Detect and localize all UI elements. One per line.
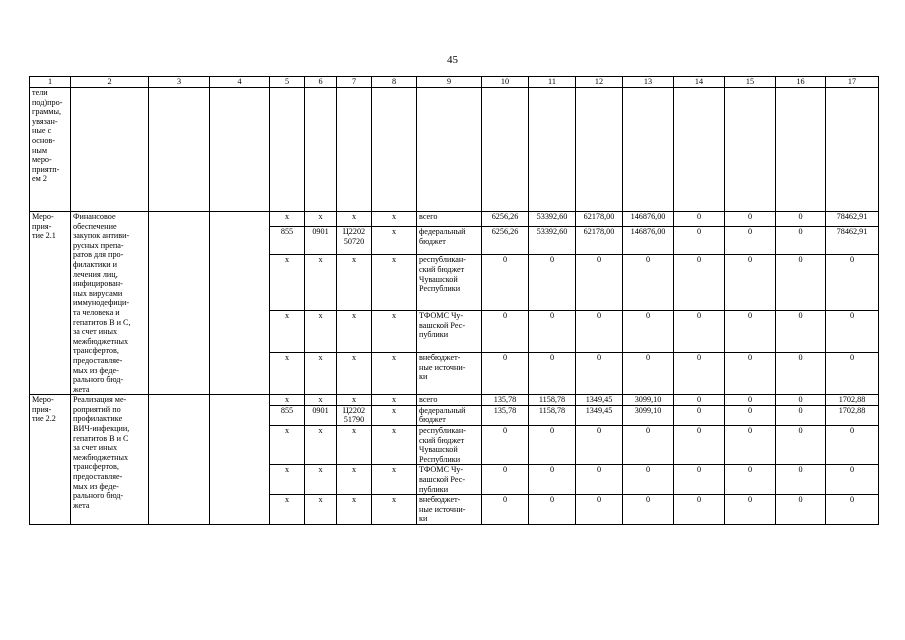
- text-line: иммунодефици-: [73, 298, 130, 308]
- text-line: всего: [419, 395, 438, 405]
- text-line: Реализация ме-: [73, 395, 127, 405]
- amount-cell: 135,78: [482, 395, 529, 406]
- text-line: Республики: [419, 284, 461, 294]
- text-line: федеральный: [419, 226, 466, 236]
- empty-cell: [210, 212, 270, 395]
- amount-cell: 0: [776, 226, 826, 255]
- section-code-cell: x: [305, 311, 337, 353]
- amount-cell: 0: [674, 426, 725, 465]
- amount-cell: 62178,00: [576, 212, 623, 227]
- column-number-row: [30, 77, 879, 88]
- amount-cell: 0: [725, 395, 776, 406]
- text-line: тие 2.1: [32, 231, 56, 241]
- amount-cell: 0: [576, 465, 623, 495]
- section-code-cell: x: [305, 465, 337, 495]
- amount-cell: 1349,45: [576, 395, 623, 406]
- empty-cell: [826, 88, 879, 212]
- amount-cell: 0: [529, 353, 576, 395]
- amount-cell: 6256,26: [482, 212, 529, 227]
- empty-cell: [270, 88, 305, 212]
- empty-cell: [337, 88, 372, 212]
- text-line: 50720: [343, 236, 365, 246]
- text-line: прия-: [32, 404, 52, 414]
- amount-cell: 0: [725, 405, 776, 425]
- text-line: гепатитов В и С: [73, 433, 129, 443]
- amount-cell: 0: [674, 465, 725, 495]
- gov-code-cell: x: [270, 353, 305, 395]
- section-code-cell: x: [305, 495, 337, 525]
- measure-code-cell: [30, 395, 71, 525]
- text-line: ТФОМС Чу-: [419, 465, 464, 475]
- target-code-cell: [337, 255, 372, 311]
- empty-cell: [149, 212, 210, 395]
- expense-type-cell: x: [372, 395, 417, 406]
- col-header: 17: [826, 77, 879, 88]
- amount-cell: 3099,10: [623, 405, 674, 425]
- text-line: республикан-: [419, 255, 466, 265]
- empty-cell: [305, 88, 337, 212]
- text-line: x: [351, 426, 357, 436]
- col-header: 4: [210, 77, 270, 88]
- col-header: 9: [417, 77, 482, 88]
- text-line: меро-: [32, 155, 52, 165]
- empty-cell: [623, 88, 674, 212]
- empty-cell: [210, 88, 270, 212]
- text-line: Меро-: [32, 212, 54, 221]
- amount-cell: 0: [529, 426, 576, 465]
- target-code-cell: [337, 405, 372, 425]
- amount-cell: 0: [482, 255, 529, 311]
- empty-cell: [149, 395, 210, 525]
- text-line: вашской Рес-: [419, 475, 466, 485]
- text-line: ский бюджет: [419, 435, 465, 445]
- empty-cell: [725, 88, 776, 212]
- text-line: Республики: [419, 454, 461, 464]
- text-line: бюджет: [419, 236, 446, 246]
- gov-code-cell: x: [270, 426, 305, 465]
- gov-code-cell: x: [270, 255, 305, 311]
- amount-cell: 0: [776, 465, 826, 495]
- col-header: 3: [149, 77, 210, 88]
- amount-cell: 0: [674, 212, 725, 227]
- text-line: публики: [419, 330, 449, 340]
- amount-cell: 0: [576, 426, 623, 465]
- measure-code-cell: [30, 212, 71, 395]
- text-line: ные с: [32, 126, 52, 136]
- text-line: межбюджетных: [73, 336, 129, 346]
- text-line: ные источни-: [419, 362, 466, 372]
- text-line: мых из феде-: [73, 481, 119, 491]
- measure-name-cell: [71, 395, 149, 525]
- table-row: [30, 395, 879, 406]
- text-line: Финансовое: [73, 212, 116, 221]
- amount-cell: 0: [576, 255, 623, 311]
- target-code-cell: [337, 465, 372, 495]
- text-line: бюджет: [419, 415, 446, 425]
- amount-cell: 0: [725, 255, 776, 311]
- amount-cell: 0: [529, 255, 576, 311]
- text-line: увязан-: [32, 116, 58, 126]
- amount-cell: 0: [674, 495, 725, 525]
- amount-cell: 146876,00: [623, 226, 674, 255]
- target-code-cell: [337, 495, 372, 525]
- funding-source-cell: [417, 495, 482, 525]
- text-line: x: [351, 495, 357, 505]
- col-header: 8: [372, 77, 417, 88]
- col-header: 12: [576, 77, 623, 88]
- funding-source-cell: [417, 426, 482, 465]
- text-line: граммы,: [32, 107, 61, 117]
- amount-cell: 1702,88: [826, 405, 879, 425]
- text-line: тие 2.2: [32, 414, 56, 424]
- amount-cell: 0: [674, 311, 725, 353]
- target-code-cell: [337, 353, 372, 395]
- col-header: 2: [71, 77, 149, 88]
- text-line: x: [351, 465, 357, 475]
- amount-cell: 53392,60: [529, 226, 576, 255]
- amount-cell: 0: [776, 495, 826, 525]
- intro-subprogram-cell: [30, 88, 71, 212]
- amount-cell: 0: [674, 353, 725, 395]
- text-line: внебюджет-: [419, 353, 461, 363]
- text-line: ТФОМС Чу-: [419, 311, 464, 321]
- text-line: 51790: [343, 415, 365, 425]
- amount-cell: 0: [826, 311, 879, 353]
- funding-source-cell: [417, 465, 482, 495]
- section-code-cell: x: [305, 255, 337, 311]
- amount-cell: 0: [623, 495, 674, 525]
- amount-cell: 0: [826, 353, 879, 395]
- amount-cell: 0: [623, 465, 674, 495]
- target-code-cell: [337, 212, 372, 227]
- amount-cell: 0: [725, 465, 776, 495]
- text-line: республикан-: [419, 426, 466, 436]
- text-line: ем 2: [32, 174, 47, 184]
- target-code-cell: [337, 226, 372, 255]
- text-line: филактики и: [73, 259, 118, 269]
- text-line: обеспечение: [73, 221, 117, 231]
- text-line: x: [351, 255, 357, 265]
- amount-cell: 0: [623, 426, 674, 465]
- amount-cell: 0: [482, 311, 529, 353]
- text-line: ные источни-: [419, 504, 466, 514]
- amount-cell: 146876,00: [623, 212, 674, 227]
- intro-row: [30, 88, 879, 212]
- empty-cell: [71, 88, 149, 212]
- col-header: 14: [674, 77, 725, 88]
- text-line: трансфертов,: [73, 346, 119, 356]
- text-line: приятп-: [32, 164, 60, 174]
- funding-source-cell: [417, 405, 482, 425]
- text-line: вашской Рес-: [419, 320, 466, 330]
- expense-type-cell: x: [372, 311, 417, 353]
- empty-cell: [776, 88, 826, 212]
- text-line: публики: [419, 484, 449, 494]
- text-line: предоставляе-: [73, 472, 123, 482]
- empty-cell: [149, 88, 210, 212]
- text-line: за счет иных: [73, 443, 118, 453]
- amount-cell: 0: [826, 426, 879, 465]
- text-line: предоставляе-: [73, 355, 123, 365]
- section-code-cell: x: [305, 353, 337, 395]
- amount-cell: 0: [725, 426, 776, 465]
- funding-source-cell: [417, 311, 482, 353]
- col-header: 10: [482, 77, 529, 88]
- amount-cell: 0: [623, 353, 674, 395]
- amount-cell: 0: [482, 353, 529, 395]
- text-line: межбюджетных: [73, 452, 129, 462]
- measure-name-cell: [71, 212, 149, 395]
- text-line: ратов для про-: [73, 250, 124, 260]
- amount-cell: 0: [725, 353, 776, 395]
- amount-cell: 0: [776, 405, 826, 425]
- gov-code-cell: x: [270, 465, 305, 495]
- financing-table: [29, 76, 879, 525]
- text-line: гепатитов В и С,: [73, 317, 131, 327]
- text-line: рального бюд-: [73, 375, 124, 385]
- text-line: ным: [32, 145, 48, 155]
- empty-cell: [482, 88, 529, 212]
- text-line: мых из феде-: [73, 365, 119, 375]
- expense-type-cell: x: [372, 426, 417, 465]
- empty-cell: [529, 88, 576, 212]
- funding-source-cell: [417, 212, 482, 227]
- amount-cell: 78462,91: [826, 212, 879, 227]
- amount-cell: 0: [576, 495, 623, 525]
- text-line: лечения лиц,: [73, 269, 118, 279]
- empty-cell: [417, 88, 482, 212]
- text-line: рального бюд-: [73, 491, 124, 501]
- text-line: всего: [419, 212, 438, 221]
- section-code-cell: 0901: [305, 405, 337, 425]
- amount-cell: 1702,88: [826, 395, 879, 406]
- amount-cell: 0: [776, 311, 826, 353]
- funding-source-cell: [417, 395, 482, 406]
- text-line: Ц2202: [342, 226, 366, 236]
- text-line: Чувашской: [419, 274, 458, 284]
- col-header: 15: [725, 77, 776, 88]
- amount-cell: 0: [529, 311, 576, 353]
- expense-type-cell: x: [372, 405, 417, 425]
- amount-cell: 0: [529, 465, 576, 495]
- amount-cell: 0: [776, 353, 826, 395]
- amount-cell: 1158,78: [529, 405, 576, 425]
- expense-type-cell: x: [372, 226, 417, 255]
- amount-cell: 6256,26: [482, 226, 529, 255]
- text-line: под)про-: [32, 97, 63, 107]
- text-line: Чувашской: [419, 445, 458, 455]
- text-line: ки: [419, 514, 428, 524]
- amount-cell: 0: [776, 212, 826, 227]
- amount-cell: 0: [776, 395, 826, 406]
- text-line: основ-: [32, 135, 55, 145]
- text-line: та человека и: [73, 307, 120, 317]
- text-line: ки: [419, 372, 428, 382]
- col-header: 16: [776, 77, 826, 88]
- amount-cell: 0: [529, 495, 576, 525]
- expense-type-cell: x: [372, 255, 417, 311]
- text-line: за счет иных: [73, 327, 118, 337]
- col-header: 11: [529, 77, 576, 88]
- text-line: жета: [73, 384, 90, 394]
- amount-cell: 0: [776, 255, 826, 311]
- section-code-cell: x: [305, 426, 337, 465]
- target-code-cell: [337, 311, 372, 353]
- amount-cell: 1349,45: [576, 405, 623, 425]
- amount-cell: 135,78: [482, 405, 529, 425]
- expense-type-cell: x: [372, 465, 417, 495]
- section-code-cell: x: [305, 212, 337, 227]
- amount-cell: 0: [725, 311, 776, 353]
- funding-source-cell: [417, 353, 482, 395]
- gov-code-cell: x: [270, 311, 305, 353]
- amount-cell: 0: [674, 255, 725, 311]
- empty-cell: [576, 88, 623, 212]
- gov-code-cell: 855: [270, 226, 305, 255]
- col-header: 1: [30, 77, 71, 88]
- gov-code-cell: x: [270, 495, 305, 525]
- empty-cell: [372, 88, 417, 212]
- amount-cell: 3099,10: [623, 395, 674, 406]
- amount-cell: 0: [674, 226, 725, 255]
- funding-source-cell: [417, 255, 482, 311]
- amount-cell: 78462,91: [826, 226, 879, 255]
- funding-source-cell: [417, 226, 482, 255]
- text-line: x: [351, 395, 357, 405]
- empty-cell: [210, 395, 270, 525]
- text-line: Ц2202: [342, 405, 366, 415]
- col-header: 13: [623, 77, 674, 88]
- amount-cell: 0: [482, 495, 529, 525]
- text-line: закупок антиви-: [73, 231, 130, 241]
- text-line: инфицирован-: [73, 279, 123, 289]
- col-header: 6: [305, 77, 337, 88]
- amount-cell: 0: [576, 311, 623, 353]
- text-line: тели: [32, 88, 48, 97]
- gov-code-cell: x: [270, 395, 305, 406]
- amount-cell: 0: [826, 465, 879, 495]
- amount-cell: 0: [776, 426, 826, 465]
- text-line: ных вирусами: [73, 288, 123, 298]
- text-line: роприятий по: [73, 404, 121, 414]
- amount-cell: 62178,00: [576, 226, 623, 255]
- col-header: 5: [270, 77, 305, 88]
- text-line: русных препа-: [73, 240, 124, 250]
- amount-cell: 0: [674, 405, 725, 425]
- page-number: 45: [447, 54, 458, 66]
- text-line: x: [351, 311, 357, 321]
- text-line: трансфертов,: [73, 462, 119, 472]
- target-code-cell: [337, 426, 372, 465]
- text-line: Меро-: [32, 395, 54, 405]
- empty-cell: [674, 88, 725, 212]
- text-line: x: [351, 212, 357, 221]
- amount-cell: 0: [725, 212, 776, 227]
- text-line: жета: [73, 500, 90, 510]
- target-code-cell: [337, 395, 372, 406]
- section-code-cell: x: [305, 395, 337, 406]
- expense-type-cell: x: [372, 495, 417, 525]
- col-header: 7: [337, 77, 372, 88]
- amount-cell: 0: [482, 465, 529, 495]
- amount-cell: 0: [576, 353, 623, 395]
- table-row: [30, 212, 879, 227]
- section-code-cell: 0901: [305, 226, 337, 255]
- gov-code-cell: x: [270, 212, 305, 227]
- text-line: ский бюджет: [419, 265, 465, 275]
- text-line: профилактике: [73, 414, 123, 424]
- text-line: федеральный: [419, 405, 466, 415]
- text-line: ВИЧ-инфекции,: [73, 424, 130, 434]
- expense-type-cell: x: [372, 353, 417, 395]
- amount-cell: 0: [725, 495, 776, 525]
- text-line: внебюджет-: [419, 495, 461, 505]
- amount-cell: 0: [482, 426, 529, 465]
- amount-cell: 0: [725, 226, 776, 255]
- text-line: x: [351, 353, 357, 363]
- amount-cell: 0: [623, 255, 674, 311]
- amount-cell: 0: [674, 395, 725, 406]
- expense-type-cell: x: [372, 212, 417, 227]
- amount-cell: 0: [826, 495, 879, 525]
- text-line: прия-: [32, 221, 52, 231]
- amount-cell: 1158,78: [529, 395, 576, 406]
- amount-cell: 53392,60: [529, 212, 576, 227]
- amount-cell: 0: [826, 255, 879, 311]
- gov-code-cell: 855: [270, 405, 305, 425]
- amount-cell: 0: [623, 311, 674, 353]
